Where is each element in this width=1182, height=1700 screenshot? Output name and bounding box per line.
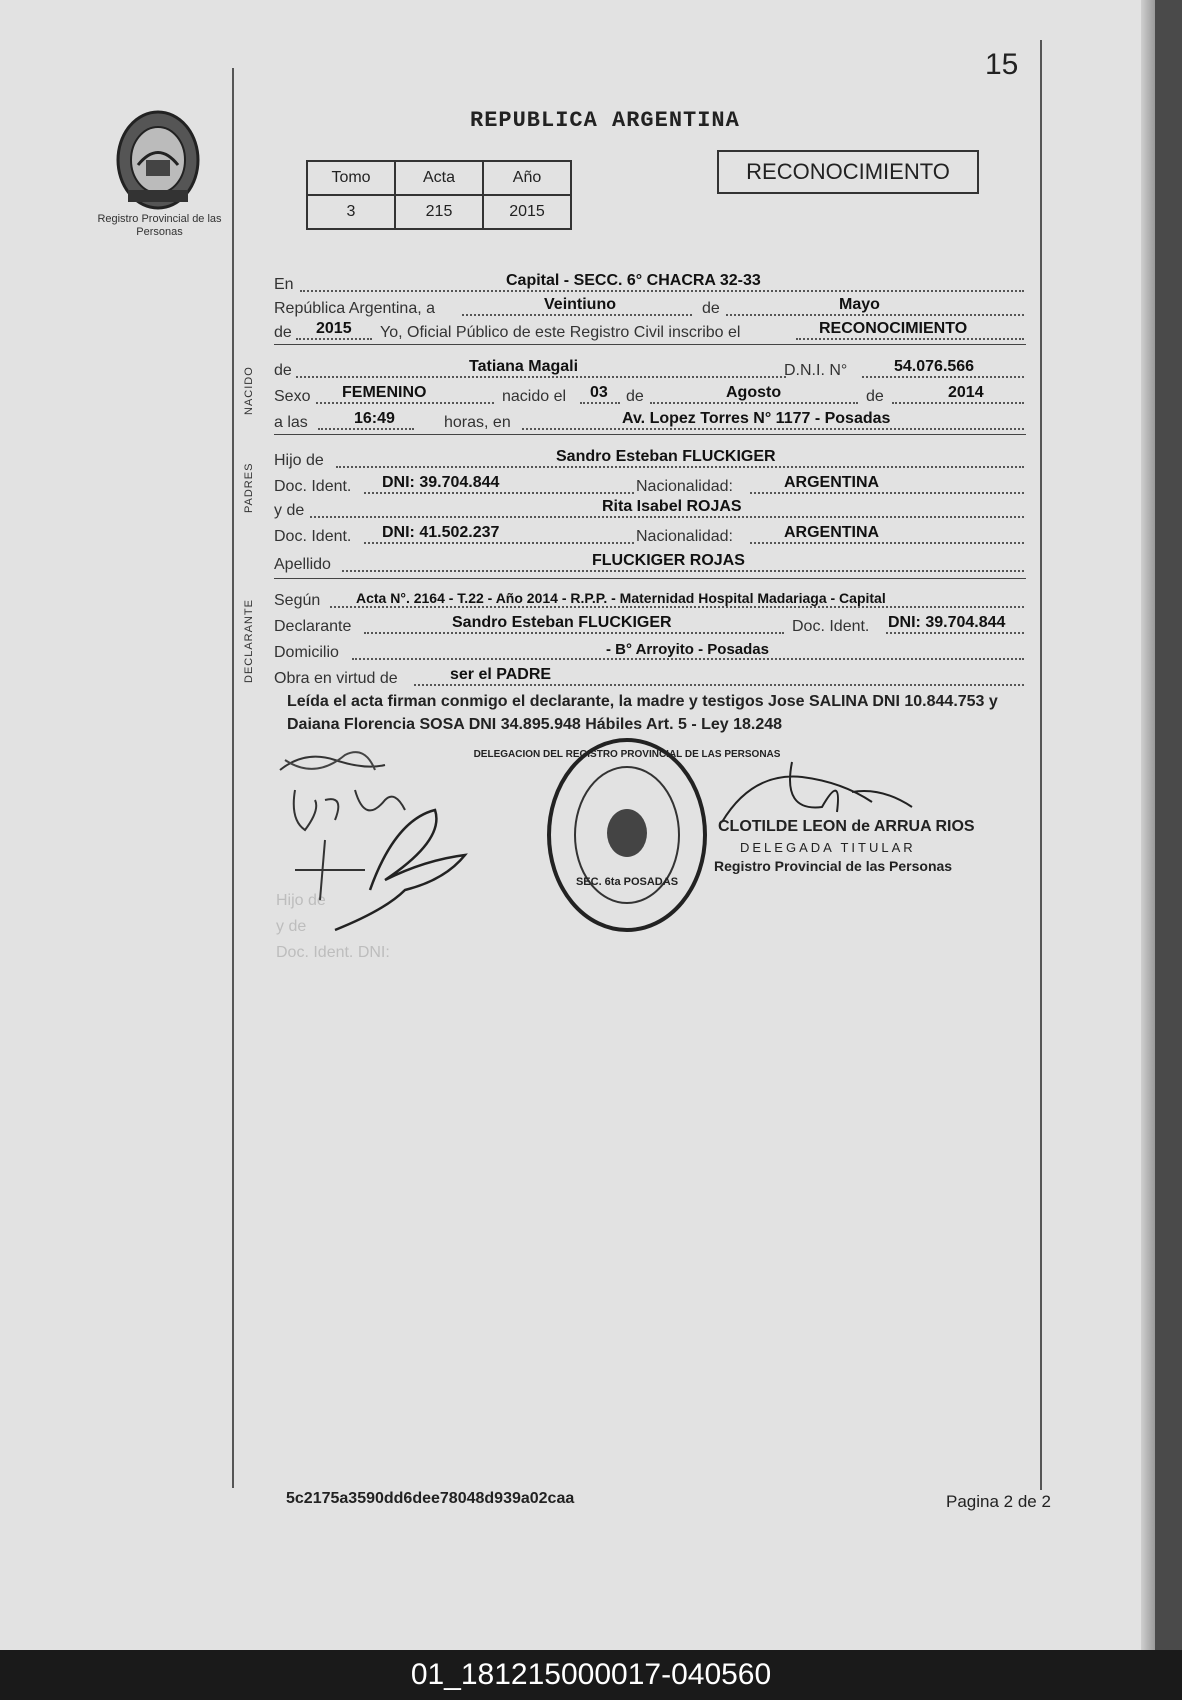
- label-dni: D.N.I. N°: [784, 362, 848, 379]
- label-doc-ident: Doc. Ident.: [274, 528, 352, 545]
- value-declarante: Sandro Esteban FLUCKIGER: [452, 614, 672, 631]
- value-padre: Sandro Esteban FLUCKIGER: [556, 448, 776, 465]
- section-label-nacido: NACIDO: [243, 366, 255, 415]
- left-margin-line: [232, 68, 234, 1488]
- official-role: DELEGADA TITULAR: [740, 840, 916, 855]
- logo-caption: Registro Provincial de las Personas: [97, 213, 222, 238]
- label-republica: República Argentina, a: [274, 300, 435, 317]
- label-de: de: [702, 300, 720, 317]
- official-organization: Registro Provincial de las Personas: [714, 858, 953, 874]
- value-nombre: Tatiana Magali: [469, 358, 579, 375]
- label-horas-en: horas, en: [444, 414, 511, 431]
- register-value-tomo: 3: [307, 195, 395, 229]
- label-declarante: Declarante: [274, 618, 352, 635]
- register-header-acta: Acta: [395, 161, 483, 195]
- row-nombre: [274, 354, 1024, 382]
- row-hora: [274, 406, 1024, 434]
- label-nacionalidad: Nacionalidad:: [636, 478, 733, 495]
- seal-ring-text: DELEGACION DEL REGISTRO PROVINCIAL DE LAS PERSONAS: [473, 749, 781, 760]
- official-name: CLOTILDE LEON de ARRUA RIOS: [718, 818, 975, 835]
- register-table: [306, 160, 572, 230]
- register-header-anio: Año: [483, 161, 571, 195]
- value-dni-madre: DNI: 41.502.237: [382, 524, 500, 541]
- right-margin-line: [1040, 40, 1042, 1490]
- row-declarante: [274, 610, 1024, 638]
- label-apellido: Apellido: [274, 556, 331, 573]
- seal-center-text: SEC. 6ta POSADAS: [575, 876, 679, 888]
- dotted-line: [318, 428, 414, 430]
- dotted-line: [310, 516, 1024, 518]
- label-nacionalidad: Nacionalidad:: [636, 528, 733, 545]
- section-label-padres: PADRES: [243, 462, 255, 513]
- label-doc-ident: Doc. Ident.: [274, 478, 352, 495]
- value-sexo: FEMENINO: [342, 384, 427, 401]
- row-padre: [274, 444, 1024, 472]
- closing-note: Leída el acta firman conmigo el declarante, la madre y testigos Jose SALINA DNI 10.844.753 y Daiana Florencia SOSA DNI 34.895.948 Hábiles Art. 5 - Ley 18.248: [287, 693, 998, 733]
- label-obra: Obra en virtud de: [274, 670, 398, 687]
- row-madre: [274, 494, 1024, 522]
- register-header-row: [307, 161, 571, 195]
- dotted-line: [316, 402, 494, 404]
- label-de: de: [626, 388, 644, 405]
- value-obra: ser el PADRE: [450, 666, 552, 683]
- dotted-line: [414, 684, 1024, 686]
- register-value-row: [307, 195, 571, 229]
- value-lugar-inscripcion: Capital - SECC. 6° CHACRA 32-33: [506, 272, 761, 289]
- value-dni-padre: DNI: 39.704.844: [382, 474, 500, 491]
- dotted-line: [364, 632, 784, 634]
- row-apellido: [274, 548, 1024, 576]
- label-oficial: Yo, Oficial Público de este Registro Civil inscribo el: [380, 324, 741, 341]
- dotted-line: [892, 402, 1024, 404]
- row-anio: [274, 316, 1024, 344]
- signatures-left: [275, 740, 485, 940]
- label-de: de: [866, 388, 884, 405]
- document-title: REPUBLICA ARGENTINA: [470, 108, 740, 133]
- value-dni-declarante: DNI: 39.704.844: [888, 614, 1006, 631]
- ghost-text: y de: [276, 918, 307, 935]
- value-domicilio: - B° Arroyito - Posadas: [606, 641, 769, 658]
- value-nacionalidad-madre: ARGENTINA: [784, 524, 880, 541]
- dotted-line: [886, 632, 1024, 634]
- value-nacionalidad-padre: ARGENTINA: [784, 474, 880, 491]
- row-obra: [274, 662, 1024, 690]
- label-segun: Según: [274, 592, 321, 609]
- value-hora: 16:49: [354, 410, 395, 427]
- value-dia-inscripcion: Veintiuno: [544, 296, 616, 313]
- label-a-las: a las: [274, 414, 308, 431]
- label-nacido-el: nacido el: [502, 388, 567, 405]
- label-de: de: [274, 362, 292, 379]
- value-mes-inscripcion: Mayo: [839, 296, 880, 313]
- dotted-line: [650, 402, 858, 404]
- dotted-line: [580, 402, 620, 404]
- official-seal: [473, 735, 781, 935]
- dotted-line: [342, 570, 1024, 572]
- page-indicator: Pagina 2 de 2: [946, 1492, 1051, 1511]
- page-number: 15: [985, 48, 1019, 81]
- section-separator: [274, 578, 1026, 579]
- ghost-text: Doc. Ident. DNI:: [276, 944, 390, 961]
- province-crest-icon: [108, 105, 208, 215]
- section-label-declarante: DECLARANTE: [243, 599, 255, 683]
- label-domicilio: Domicilio: [274, 644, 339, 661]
- dotted-line: [796, 338, 1024, 340]
- section-separator: [274, 434, 1026, 435]
- label-en: En: [274, 276, 294, 293]
- value-anio-inscripcion: 2015: [316, 320, 352, 337]
- value-dni-nacido: 54.076.566: [894, 358, 975, 375]
- dotted-line: [330, 606, 1024, 608]
- register-value-anio: 2015: [483, 195, 571, 229]
- label-doc-ident: Doc. Ident.: [792, 618, 870, 635]
- row-sexo: [274, 380, 1024, 408]
- dotted-line: [296, 376, 786, 378]
- dotted-line: [352, 658, 1024, 660]
- row-domicilio: [274, 636, 1024, 664]
- value-tipo-acta: RECONOCIMIENTO: [819, 320, 968, 337]
- register-value-acta: 215: [395, 195, 483, 229]
- dotted-line: [364, 542, 634, 544]
- label-hijo-de: Hijo de: [274, 452, 324, 469]
- dotted-line: [522, 428, 1024, 430]
- value-dia-nacimiento: 03: [590, 384, 608, 401]
- value-anio-nacimiento: 2014: [948, 384, 984, 401]
- dotted-line: [862, 376, 1024, 378]
- value-apellido: FLUCKIGER ROJAS: [592, 552, 745, 569]
- dotted-line: [336, 466, 1024, 468]
- dotted-line: [296, 338, 372, 340]
- value-mes-nacimiento: Agosto: [726, 384, 782, 401]
- act-type-box: RECONOCIMIENTO: [717, 150, 979, 194]
- row-segun: [274, 584, 1024, 612]
- section-separator: [274, 344, 1026, 345]
- file-id-bar: 01_181215000017-040560: [0, 1650, 1182, 1700]
- register-header-tomo: Tomo: [307, 161, 395, 195]
- row-doc-madre: [274, 520, 1024, 548]
- label-y-de: y de: [274, 502, 305, 519]
- label-sexo: Sexo: [274, 388, 311, 405]
- document-hash: 5c2175a3590dd6dee78048d939a02caa: [286, 1490, 575, 1507]
- value-segun: Acta N°. 2164 - T.22 - Año 2014 - R.P.P. - Maternidad Hospital Madariaga - Capital: [356, 590, 886, 606]
- value-madre: Rita Isabel ROJAS: [602, 498, 742, 515]
- value-lugar-nacimiento: Av. Lopez Torres N° 1177 - Posadas: [622, 410, 891, 427]
- dotted-line: [750, 542, 1024, 544]
- label-de: de: [274, 324, 292, 341]
- ghost-text: Hijo de: [276, 892, 326, 909]
